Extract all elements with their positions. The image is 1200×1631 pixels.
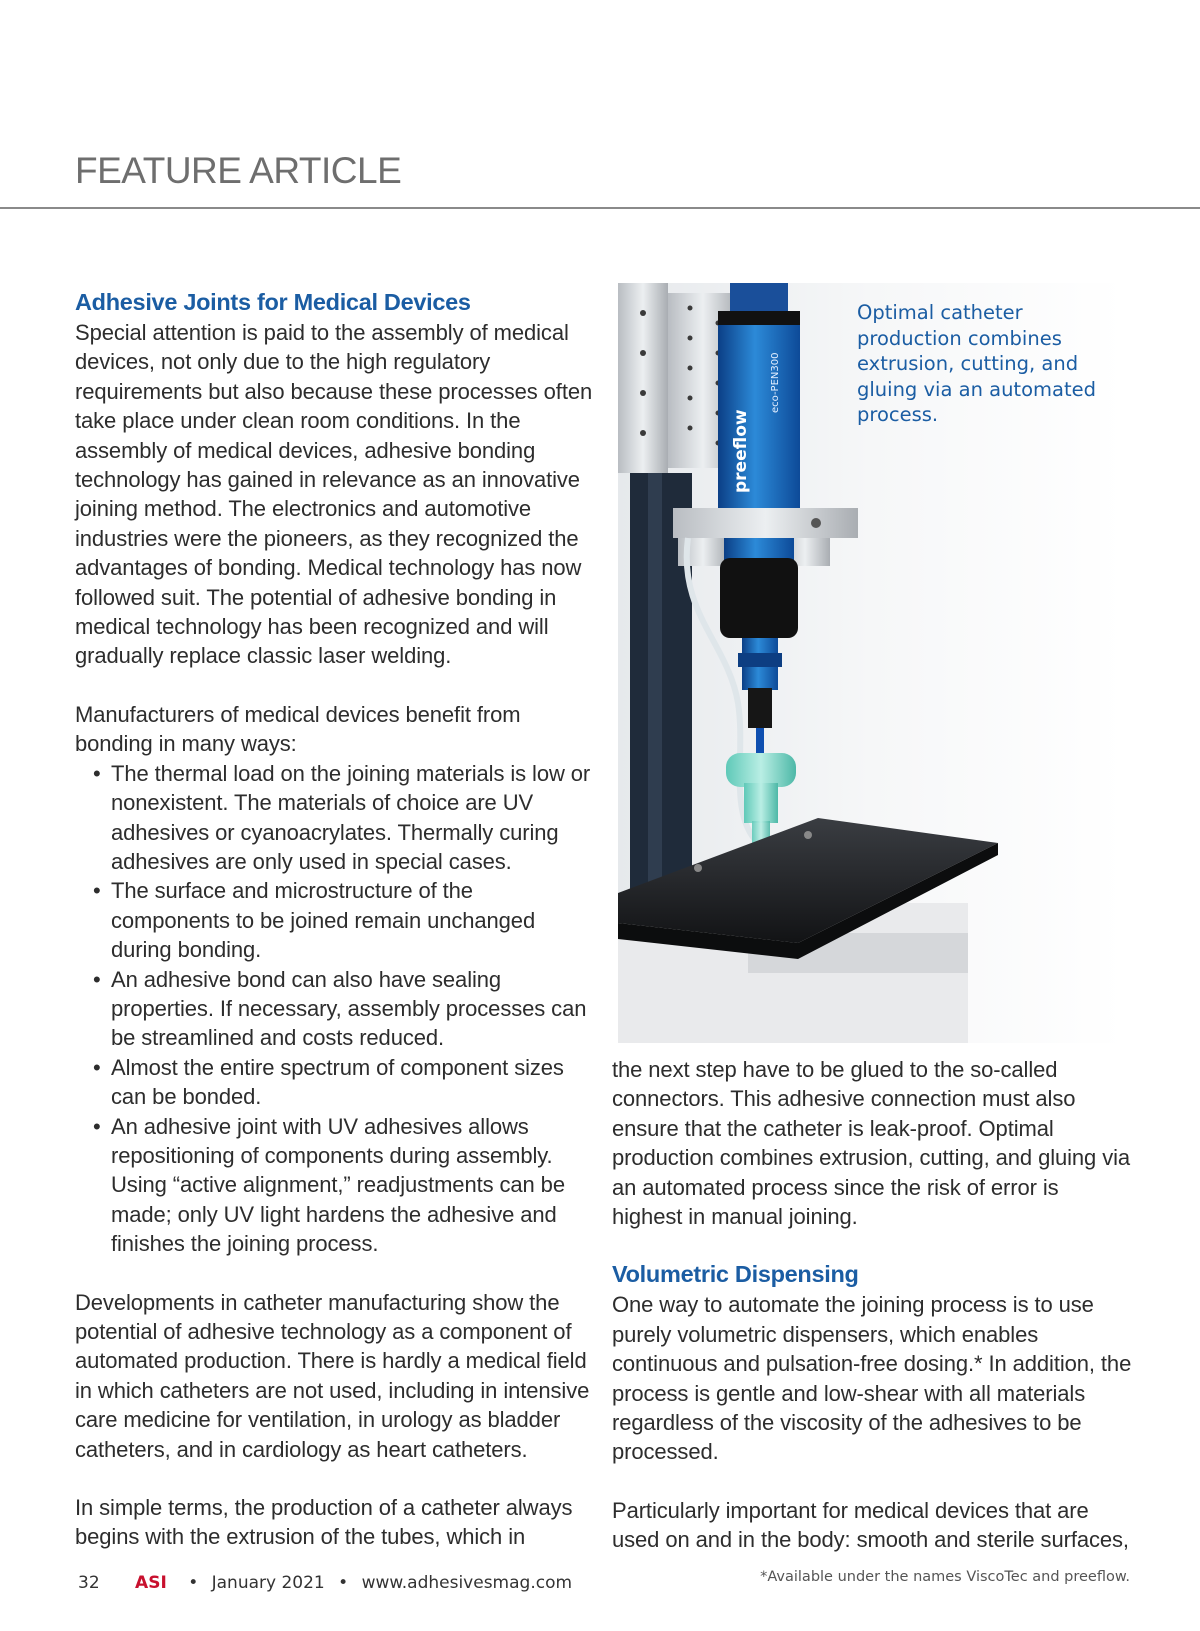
paragraph: the next step have to be glued to the so-called connectors. This adhesive connection must also ensure that the catheter is leak-proof. Optimal production combines extrusion, cutting, and gluing via an automated process since the risk of error is highest in manual joining. — [612, 1057, 1131, 1230]
heading-adhesive-joints: Adhesive Joints for Medical Devices — [75, 289, 471, 315]
list-item: • Almost the entire spectrum of component sizes can be bonded. — [93, 1053, 595, 1112]
catheter-connector — [726, 753, 796, 787]
footnote: *Available under the names ViscoTec and preeflow. — [760, 1569, 1130, 1585]
paragraph-text: Manufacturers of medical devices benefit from bonding in many ways: — [75, 701, 521, 757]
list-item: • The thermal load on the joining materials is low or nonexistent. The materials of choice are UV adhesives or cyanoacrylates. Thermally curing adhesives are only used in special cases. — [93, 759, 595, 877]
paragraph: Developments in catheter manufacturing show the potential of adhesive technology as a component of automated production. There is hardly a medical field in which catheters are not used, including in intensive care medicine for ventilation, in urology as bladder catheters, and in cardiology as heart catheters. — [75, 1289, 590, 1462]
list-item: • An adhesive joint with UV adhesives allows repositioning of components during assembly. Using “active alignment,” readjustments can be made; only UV light hardens the adhesive and finishes the joining process. — [93, 1112, 595, 1259]
nozzle — [756, 728, 764, 756]
page-number: 32 — [78, 1573, 100, 1593]
mount-clamp — [673, 508, 858, 538]
page-footer — [78, 1573, 572, 1593]
paragraph: One way to automate the joining process is to use purely volumetric dispensers, which enables continuous and pulsation-free dosing.* In addition, the process is gentle and low-shear with all materials regardless of the viscosity of the adhesives to be processed. — [612, 1292, 1132, 1465]
paragraph: In simple terms, the production of a catheter always begins with the extrusion of the tubes, which in — [75, 1495, 573, 1550]
list-item: • An adhesive bond can also have sealing properties. If necessary, assembly processes can be streamlined and costs reduced. — [93, 965, 595, 1053]
heading-volumetric-dispensing: Volumetric Dispensing — [612, 1261, 859, 1288]
model-label: eco-PEN300 — [770, 352, 781, 413]
section-label: FEATURE ARTICLE — [75, 150, 402, 191]
brand-label: preeflow — [731, 409, 751, 493]
figure-caption: Optimal catheter production combines extrusion, cutting, and gluing via an automated process. — [857, 301, 1096, 426]
publication-name: ASI — [135, 1573, 167, 1593]
issue-date: January 2021 — [211, 1573, 325, 1593]
header-rule — [0, 207, 1200, 209]
separator: • — [338, 1573, 349, 1593]
website-link[interactable]: www.adhesivesmag.com — [361, 1573, 573, 1593]
paragraph: Particularly important for medical devices that are used on and in the body: smooth and sterile surfaces, — [612, 1497, 1129, 1553]
benefits-list — [75, 759, 595, 1259]
paragraph: Special attention is paid to the assembly of medical devices, not only due to the high regulatory requirements but also because these processes often take place under clean room conditions. In the assembly of medical devices, adhesive bonding technology has gained in relevance as an innovative joining method. The electronics and automotive industries were the pioneers, as they recognized the advantages of bonding. Medical technology has now followed suit. The potential of adhesive bonding in medical technology has been recognized and will gradually replace classic laser welding. — [75, 320, 593, 669]
list-item: • The surface and microstructure of the components to be joined remain unchanged during bonding. — [93, 876, 595, 964]
separator: • — [188, 1573, 199, 1593]
barrel-lower-housing — [720, 558, 798, 638]
left-column — [75, 287, 595, 1552]
right-column — [612, 1055, 1132, 1555]
paragraph — [75, 700, 595, 759]
